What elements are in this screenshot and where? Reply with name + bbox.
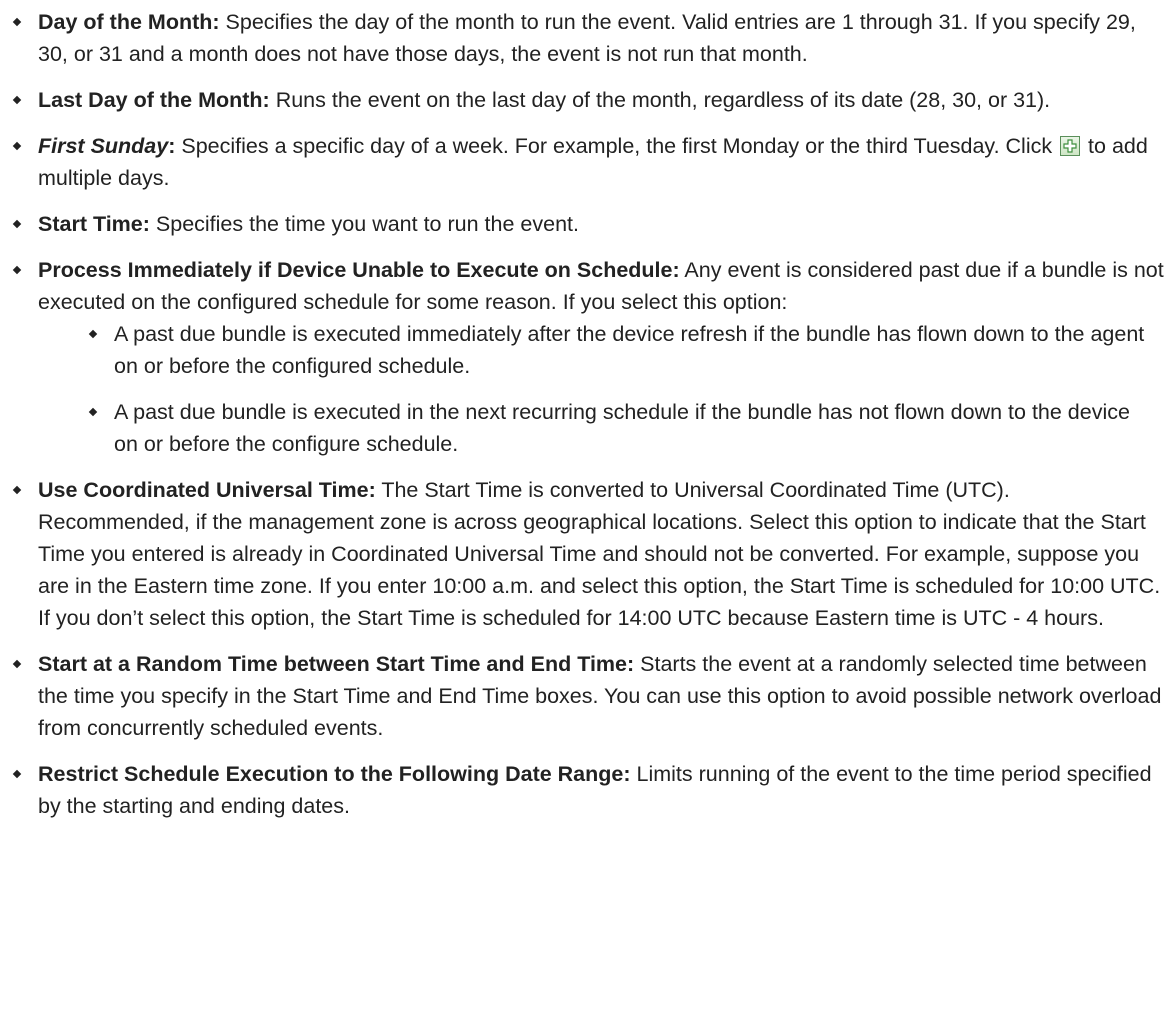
term-start-time: Start Time: [38, 212, 150, 236]
list-item-last-day-of-month [0, 84, 1176, 116]
list-item-process-immediately [0, 254, 1176, 460]
bullet-icon [89, 330, 97, 338]
bullet-icon [13, 770, 21, 778]
list-item-first-sunday [0, 130, 1176, 194]
desc-use-utc: The Start Time is converted to Universal Coordinated Time (UTC). Recommended, if the management zone is across geographical locations. Select this option to indicate that the Start Time you entered is already in Coordinated Universal Time and should not be converted. For example, suppose you are in the Eastern time zone. If you enter 10:00 a.m. and select this option, the Start Time is scheduled for 10:00 UTC. If you don’t select this option, the Start Time is scheduled for 14:00 UTC because Eastern time is UTC - 4 hours. [38, 478, 1161, 630]
desc-day-of-month: Specifies the day of the month to run the event. Valid entries are 1 through 31. If you specify 29, 30, or 31 and a month does not have those days, the event is not run that month. [38, 10, 1136, 66]
bullet-icon [13, 96, 21, 104]
term-first-sunday-colon: : [168, 134, 176, 158]
term-first-sunday: First Sunday [38, 134, 169, 158]
desc-last-day-of-month: Runs the event on the last day of the month, regardless of its date (28, 30, or 31). [269, 88, 1051, 112]
bullet-icon [13, 220, 21, 228]
term-day-of-month: Day of the Month: [38, 10, 220, 34]
term-last-day-of-month: Last Day of the Month: [38, 88, 270, 112]
desc-first-sunday-before: Specifies a specific day of a week. For example, the first Monday or the third Tuesday. Click [175, 134, 1059, 158]
bullet-icon [89, 408, 97, 416]
desc-restrict-date-range: Limits running of the event to the time period specified by the starting and ending dates. [38, 762, 1152, 818]
sub-option-list [38, 318, 1164, 460]
bullet-icon [13, 142, 21, 150]
bullet-icon [13, 18, 21, 26]
add-plus-icon [1060, 136, 1080, 156]
term-random-time: Start at a Random Time between Start Time and End Time: [38, 652, 635, 676]
list-item-use-utc [0, 474, 1176, 634]
term-use-utc: Use Coordinated Universal Time: [38, 478, 376, 502]
list-item-start-time [0, 208, 1176, 240]
term-restrict-date-range: Restrict Schedule Execution to the Following Date Range: [38, 762, 631, 786]
sub-list-item [38, 318, 1164, 382]
bullet-icon [13, 486, 21, 494]
list-item-day-of-month [0, 6, 1176, 70]
desc-random-time: Starts the event at a randomly selected time between the time you specify in the Start Time and End Time boxes. You can use this option to avoid possible network overload from concurrently scheduled events. [38, 652, 1162, 740]
term-process-immediately: Process Immediately if Device Unable to Execute on Schedule: [38, 258, 680, 282]
desc-first-sunday-after: to add multiple days. [38, 134, 1148, 190]
sub-list-item [38, 396, 1164, 460]
bullet-icon [13, 266, 21, 274]
sub-item-text: A past due bundle is executed immediately after the device refresh if the bundle has flown down to the agent on or before the configured schedule. [114, 322, 1145, 378]
bullet-icon [13, 660, 21, 668]
list-item-restrict-date-range [0, 758, 1176, 822]
list-item-random-time [0, 648, 1176, 744]
sub-item-text: A past due bundle is executed in the next recurring schedule if the bundle has not flown down to the device on or before the configure schedule. [114, 400, 1130, 456]
option-list [0, 6, 1176, 822]
desc-start-time: Specifies the time you want to run the event. [149, 212, 579, 236]
desc-process-immediately: Any event is considered past due if a bundle is not executed on the configured schedule for some reason. If you select this option: [38, 258, 1164, 314]
